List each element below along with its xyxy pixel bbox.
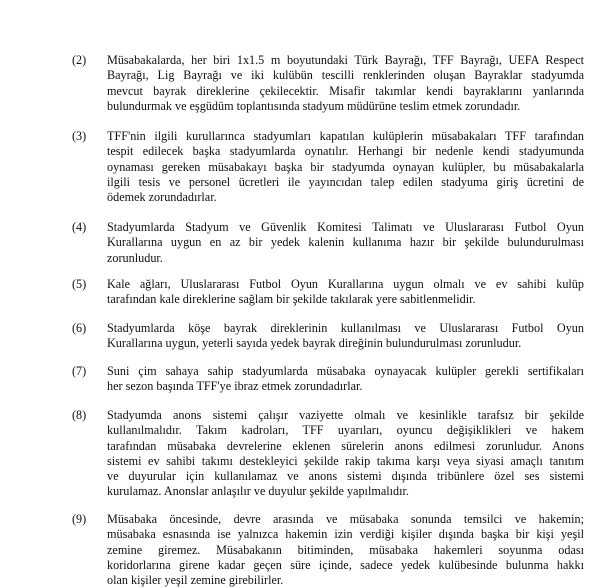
text-line: ve duyurular için kullanılamaz ve anons sistemi dışında tribünlere özel ses sistemi bbox=[107, 469, 584, 484]
text-line: TFF'nin ilgili kurullarınca stadyumları kapatılan kulüplerin müsabakaları TFF tarafından bbox=[107, 129, 584, 143]
paragraph-number: (3) bbox=[72, 129, 87, 143]
paragraph-text bbox=[107, 129, 584, 205]
text-line: mevcut bayrak direklerine çekilecektir. Misafir takımlar kendi bayraklarını yanlarında bbox=[107, 83, 584, 98]
paragraph-text bbox=[107, 277, 584, 308]
text-line: Stadyumlarda köşe bayrak direklerinin kullanılması ve Uluslararası Futbol Oyun bbox=[107, 321, 584, 335]
text-line: Kurallarına uygun, yeterli sayıda yedek bayrak direğinin bulundurulması zorunludur. bbox=[107, 336, 522, 351]
text-line: Bayrağı, Lig Bayrağı ve iki kulübün tescilli renklerinden oluşan Bayraklar stadyumda bbox=[107, 68, 584, 83]
text-line: ilgili tesis ve personel ücretleri ile yayıncıdan talep edilen stadyuma giriş ücretini de bbox=[107, 174, 584, 189]
text-line: müsabaka esnasında ise yalnızca hakemin izin verdiği kişiler dışında başka bir kişi yeşil bbox=[107, 527, 584, 542]
paragraph-number: (4) bbox=[72, 220, 87, 234]
paragraph-text bbox=[107, 512, 584, 588]
paragraph-text bbox=[107, 364, 584, 395]
text-line: Suni çim sahaya sahip stadyumlarda müsabaka oynayacak kulüpler gerekli sertifikaları bbox=[107, 364, 584, 378]
text-line: kullanılmalıdır. Takım kadroları, TFF uyarıları, oyuncu değişiklikleri ve hakem bbox=[107, 423, 584, 438]
text-line: sistemi ev sahibi takımı destekleyici şekilde rakip takıma karşı veya siyasi amaçlı tanıtım bbox=[107, 453, 584, 468]
text-line: Kale ağları, Uluslararası Futbol Oyun Kurallarına uygun olmalı ve ev sahibi kulüp bbox=[107, 277, 584, 291]
text-line: her sezon başında TFF'ye ibraz etmek zorundadırlar. bbox=[107, 379, 363, 394]
text-line: kurulamaz. Anonslar anlaşılır ve duyulur şekilde yapılmalıdır. bbox=[107, 484, 409, 499]
paragraph-number: (6) bbox=[72, 321, 87, 335]
text-line: Stadyumlarda Stadyum ve Güvenlik Komitesi Talimatı ve Uluslararası Futbol Oyun bbox=[107, 220, 584, 234]
paragraph-number: (5) bbox=[72, 277, 87, 291]
paragraph-number: (8) bbox=[72, 408, 87, 422]
text-line: tespit edilecek başka stadyumlarda oynatılır. Herhangi bir nedenle kendi stadyumunda bbox=[107, 144, 584, 159]
text-line: koridorlarına girene kadar geçen süre içinde, sadece yedek kulübesinde bulunma hakkı bbox=[107, 557, 584, 572]
paragraph-number: (2) bbox=[72, 53, 87, 67]
paragraph-text bbox=[107, 408, 584, 500]
paragraph-number: (7) bbox=[72, 364, 87, 378]
text-line: zemine giremez. Müsabakanın bitiminden, müsabaka hakemleri soyunma odası bbox=[107, 542, 584, 557]
text-line: oynaması gereken müsabakayı başka bir stadyumda oynayan kulüpler, bu müsabakalarla bbox=[107, 159, 584, 174]
text-line: Kurallarına uygun en az bir yedek kalenin kullanıma hazır bir şekilde bulundurulması bbox=[107, 235, 584, 250]
paragraph-text bbox=[107, 53, 584, 114]
paragraph-text bbox=[107, 220, 584, 266]
text-line: tarafından kale direklerine sağlam bir şekilde takılarak yere sabitlenmelidir. bbox=[107, 292, 476, 307]
text-line: bulundurmak ve eşgüdüm toplantısında stadyum müdürüne teslim etmek zorundadır. bbox=[107, 98, 521, 113]
text-line: Stadyumda anons sistemi çalışır vaziyette olmalı ve kesinlikle tarafsız bir şekilde bbox=[107, 408, 584, 422]
text-line: tarafından müsabaka devrelerine eklenen sürelerin anons edilmesi zorunludur. Anons bbox=[107, 438, 584, 453]
text-line: olan kişiler yeşil zemine girebilirler. bbox=[107, 573, 284, 588]
paragraph-text bbox=[107, 321, 584, 352]
text-line: ödemek zorundadırlar. bbox=[107, 190, 217, 205]
paragraph-number: (9) bbox=[72, 512, 87, 526]
text-line: Müsabakalarda, her biri 1x1.5 m boyutundaki Türk Bayrağı, TFF Bayrağı, UEFA Respect bbox=[107, 53, 584, 67]
text-line: zorunludur. bbox=[107, 250, 163, 265]
text-line: Müsabaka öncesinde, devre arasında ve müsabaka sonunda temsilci ve hakemin; bbox=[107, 512, 584, 526]
